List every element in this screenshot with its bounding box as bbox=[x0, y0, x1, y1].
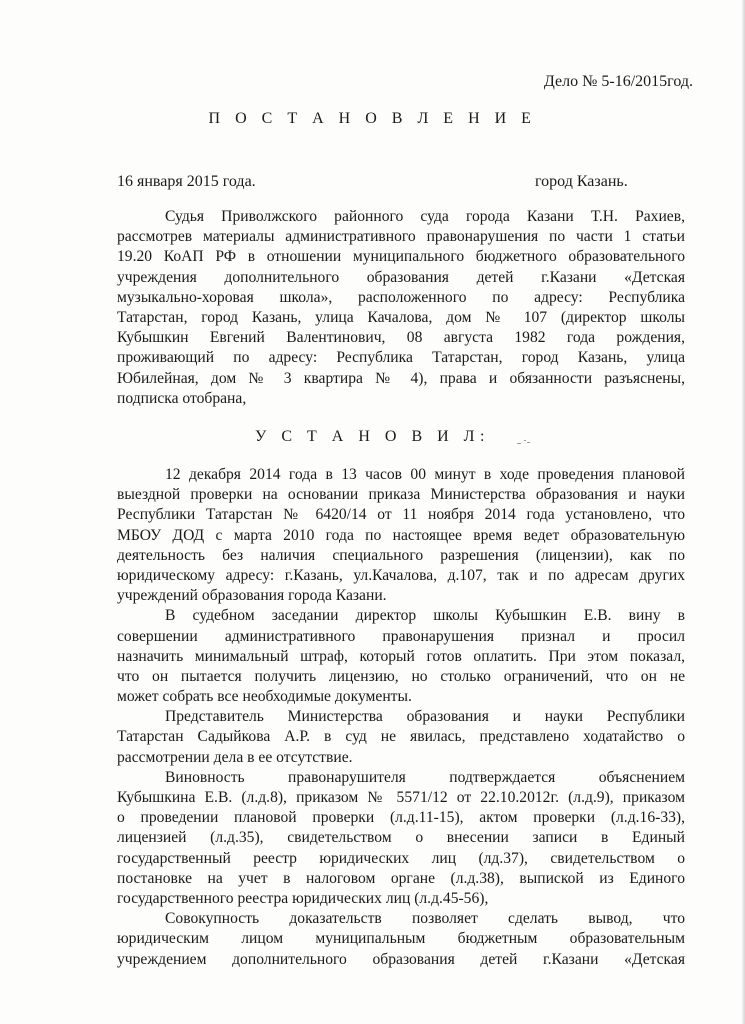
text-line: рассмотрев материалы административного правонарушения по части 1 статьи bbox=[117, 228, 685, 246]
text-line: Республики Татарстан № 6420/14 от 11 ноября 2014 года установлено, что bbox=[117, 506, 685, 524]
text-line: рассмотрении дела в ее отсутствие. bbox=[117, 748, 353, 766]
text-line: Кубышкин Евгений Валентинович, 08 августа 1982 года рождения, bbox=[117, 329, 685, 347]
text-line: Совокупность доказательств позволяет сделать вывод, что bbox=[165, 910, 685, 928]
text-line: назначить минимальный штраф, который готов оплатить. При этом показал, bbox=[117, 647, 685, 665]
text-line: Представитель Министерства образования и науки Республики bbox=[165, 708, 685, 726]
text-line: 19.20 КоАП РФ в отношении муниципального бюджетного образовательного bbox=[117, 248, 685, 266]
text-line: Судья Приволжского районного суда города Казани Т.Н. Рахиев, bbox=[165, 208, 685, 225]
text-line: учреждением дополнительного образования детей г.Казани «Детская bbox=[117, 950, 685, 968]
text-line: 12 декабря 2014 года в 13 часов 00 минут в ходе проведения плановой bbox=[165, 466, 685, 483]
text-line: государственного реестра юридических лиц (л.д.45-56), bbox=[117, 889, 489, 907]
text-line: постановке на учет в налоговом органе (л.д.38), выпиской из Единого bbox=[117, 869, 685, 887]
text-line: Кубышкина Е.В. (л.д.8), приказом № 5571/12 от 22.10.2012г. (л.д.9), приказом bbox=[117, 789, 685, 806]
text-line: проживающий по адресу: Республика Татарстан, город Казань, улица bbox=[117, 349, 685, 367]
text-line: Татарстан Садыйкова А.Р. в суд не явилась, представлено ходатайство о bbox=[117, 728, 685, 746]
text-line: Виновность правонарушителя подтверждается объяснением bbox=[165, 768, 685, 786]
text-line: юридическому адресу: г.Казань, ул.Качалова, д.107, так и по адресам других bbox=[117, 566, 685, 584]
text-line: подписка отобрана, bbox=[117, 389, 247, 407]
text-line: совершении административного правонарушения признал и просил bbox=[117, 627, 685, 645]
text-line: государственный реестр юридических лиц (лд.37), свидетельством о bbox=[117, 849, 685, 867]
document-title: П О С Т А Н О В Л Е Н И Е bbox=[208, 110, 537, 127]
text-line: о проведении плановой проверки (л.д.11-15), актом проверки (л.д.16-33), bbox=[117, 809, 685, 827]
intro-paragraph bbox=[117, 207, 685, 409]
text-line: МБОУ ДОД с марта 2010 года по настоящее время ведет образовательную bbox=[117, 526, 685, 544]
text-line: учреждения дополнительного образования детей г.Казани «Детская bbox=[117, 268, 685, 286]
text-line: лицензией (л.д.35), свидетельством о внесении записи в Единый bbox=[117, 829, 685, 847]
case-number: Дело № 5-16/2015год. bbox=[543, 73, 693, 90]
text-line: выездной проверки на основании приказа Министерства образования и науки bbox=[117, 486, 685, 504]
text-line: музыкально-хоровая школа», расположенного по адресу: Республика bbox=[117, 288, 685, 306]
text-line: деятельность без наличия специального разрешения (лицензии), как по bbox=[117, 546, 685, 564]
text-line: В судебном заседании директор школы Кубышкин Е.В. вину в bbox=[165, 607, 685, 625]
text-line: Юбилейная, дом № 3 квартира № 4), права и обязанности разъяснены, bbox=[117, 369, 685, 387]
text-line: что он пытается получить лицензию, но столько ограничений, что он не bbox=[117, 667, 685, 685]
document-city: город Казань. bbox=[535, 173, 628, 190]
text-line: может собрать все необходимые документы. bbox=[117, 688, 412, 706]
document-date: 16 января 2015 года. bbox=[117, 173, 256, 190]
text-line: Татарстан, город Казань, улица Качалова, дом № 107 (директор школы bbox=[117, 308, 685, 326]
findings-body bbox=[117, 465, 685, 970]
text-line: юридическим лицом муниципальным бюджетным образовательным bbox=[117, 930, 685, 948]
scan-mark bbox=[517, 440, 531, 446]
section-title: У С Т А Н О В И Л: bbox=[255, 428, 490, 445]
text-line: учреждений образования города Казани. bbox=[117, 587, 387, 605]
